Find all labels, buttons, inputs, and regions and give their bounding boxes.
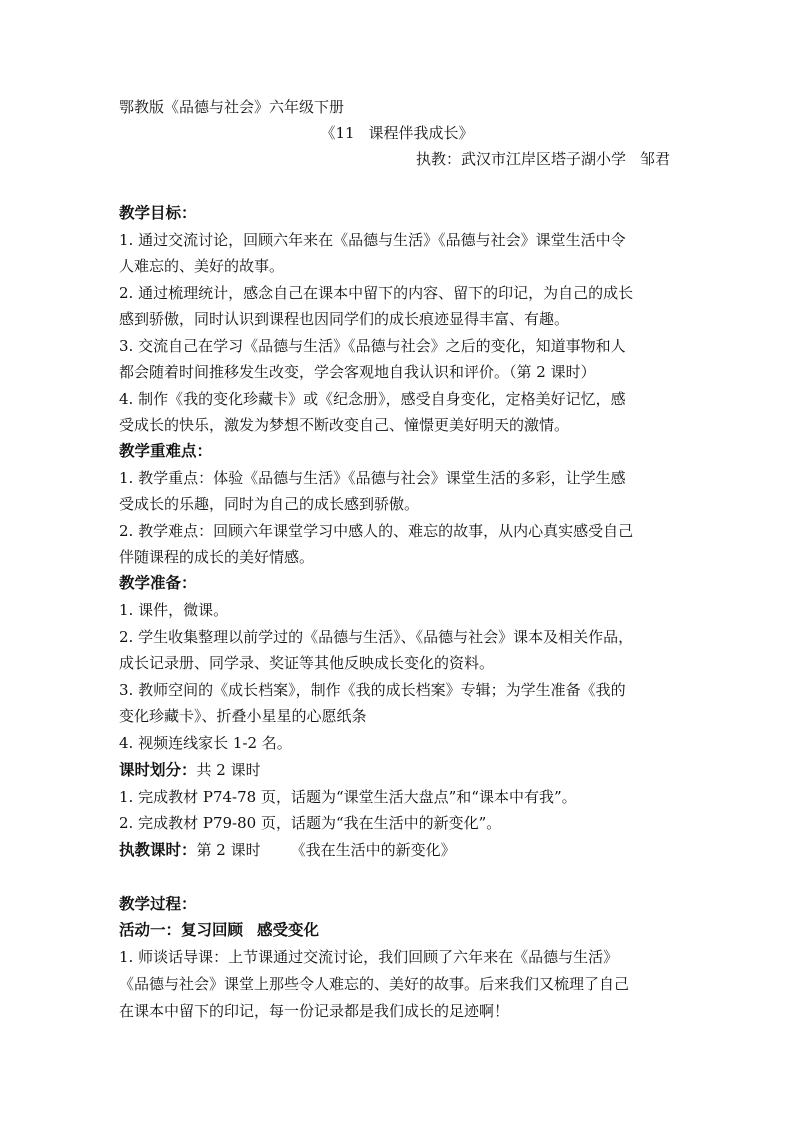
preparation-line: 成长记录册、同学录、奖证等其他反映成长变化的资料。 — [119, 654, 495, 672]
preparation-heading: 教学准备： — [119, 574, 197, 592]
key-points-line: 1. 教学重点：体验《品德与生活》《品德与社会》课堂生活的多彩，让学生感 — [119, 469, 626, 487]
teacher-label: 执教：武汉市江岸区塔子湖小学 — [415, 150, 626, 168]
series-line: 鄂教版《品德与社会》六年级下册 — [119, 98, 345, 116]
activity-label: 活动一：复习回顾 — [119, 921, 244, 939]
teacher-line — [416, 149, 670, 169]
activity-title: 感受变化 — [257, 921, 320, 939]
preparation-line: 变化珍藏卡》、折叠小星星的心愿纸条 — [119, 707, 367, 725]
preparation-line: 1. 课件，微课。 — [119, 601, 229, 619]
schedule-line — [119, 760, 261, 780]
teaching-session-value: 第 2 课时 — [196, 841, 261, 859]
preparation-line: 4. 视频连线家长 1-2 名。 — [119, 734, 292, 752]
goals-line: 人难忘的、美好的故事。 — [119, 257, 285, 275]
goals-heading: 教学目标： — [119, 204, 197, 222]
process-line: 《品德与社会》课堂上那些令人难忘的、美好的故事。后来我们又梳理了自己 — [119, 975, 630, 993]
goals-line: 3. 交流自己在学习《品德与生活》《品德与社会》之后的变化，知道事物和人 — [119, 337, 626, 355]
key-points-heading: 教学重难点： — [119, 442, 213, 460]
goals-line: 受成长的快乐，激发为梦想不断改变自己、憧憬更美好明天的激情。 — [119, 416, 570, 434]
goals-line: 都会随着时间推移发生改变，学会客观地自我认识和评价。（第 2 课时） — [119, 363, 596, 381]
schedule-heading: 课时划分： — [119, 761, 197, 779]
goals-line: 2. 通过梳理统计，感念自己在课本中留下的内容、留下的印记，为自己的成长 — [119, 284, 634, 302]
teacher-name: 邹君 — [639, 150, 670, 168]
lesson-title — [0, 123, 794, 143]
teaching-session-topic: 《我在生活中的新变化》 — [290, 841, 456, 859]
process-line: 在课本中留下的印记，每一份记录都是我们成长的足迹啊！ — [119, 1002, 510, 1020]
lesson-title-text: 课程伴我成长》 — [368, 124, 474, 142]
key-points-line: 受成长的乐趣，同时为自己的成长感到骄傲。 — [119, 495, 420, 513]
lesson-number: 《11 — [320, 124, 355, 142]
process-line: 1. 师谈话导课：上节课通过交流讨论，我们回顾了六年来在《品德与生活》 — [119, 948, 619, 966]
activity-heading — [119, 920, 319, 940]
preparation-line: 3. 教师空间的《成长档案》，制作《我的成长档案》专辑；为学生准备《我的 — [119, 681, 626, 699]
schedule-value: 共 2 课时 — [196, 761, 261, 779]
process-heading: 教学过程： — [119, 895, 197, 913]
goals-line: 1. 通过交流讨论，回顾六年来在《品德与生活》《品德与社会》课堂生活中令 — [119, 231, 626, 249]
preparation-line: 2. 学生收集整理以前学过的《品德与生活》、《品德与社会》课本及相关作品， — [119, 628, 634, 646]
goals-line: 感到骄傲，同时认识到课程也因同学们的成长痕迹显得丰富、有趣。 — [119, 310, 570, 328]
schedule-item: 1. 完成教材 P74-78 页，话题为“课堂生活大盘点”和“课本中有我”。 — [119, 788, 577, 806]
schedule-item: 2. 完成教材 P79-80 页，话题为“我在生活中的新变化”。 — [119, 814, 502, 832]
key-points-line: 伴随课程的成长的美好情感。 — [119, 548, 315, 566]
teaching-session-heading: 执教课时： — [119, 841, 197, 859]
teaching-session-line — [119, 840, 456, 860]
goals-line: 4. 制作《我的变化珍藏卡》或《纪念册》，感受自身变化，定格美好记忆，感 — [119, 390, 626, 408]
key-points-line: 2. 教学难点：回顾六年课堂学习中感人的、难忘的故事，从内心真实感受自己 — [119, 522, 634, 540]
